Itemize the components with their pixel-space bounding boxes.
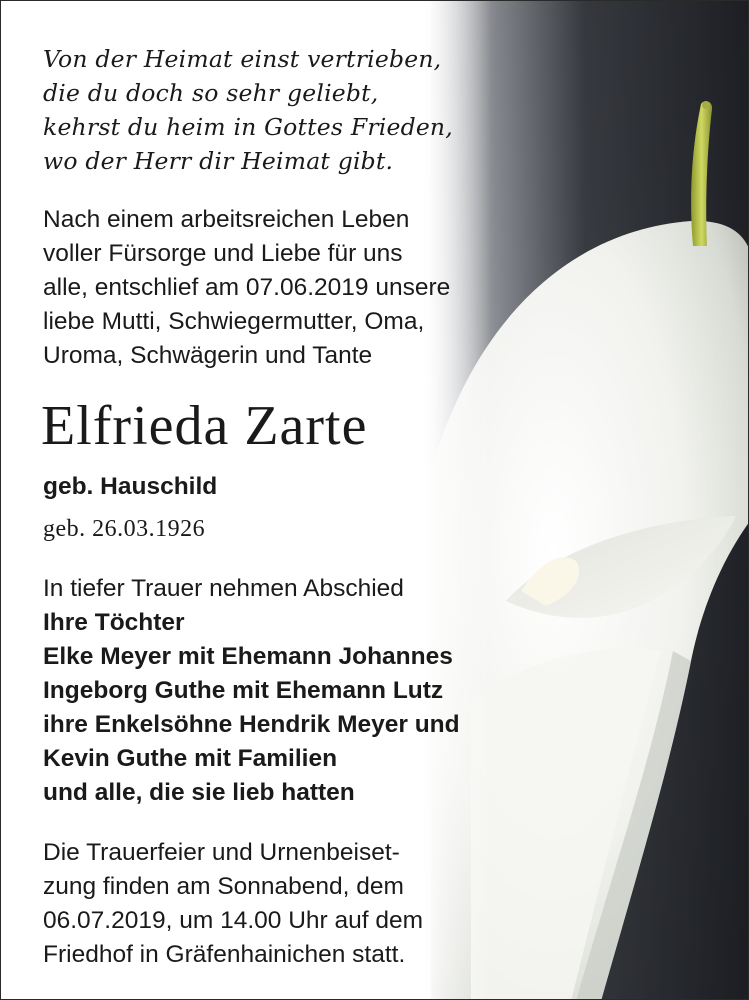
mourner-line: Ihre Töchter bbox=[43, 609, 185, 636]
ceremony-line: zung finden am Sonnabend, dem bbox=[43, 873, 404, 900]
ceremony-line: 06.07.2019, um 14.00 Uhr auf dem bbox=[43, 907, 424, 934]
poem-line: kehrst du heim in Gottes Frieden, bbox=[43, 113, 453, 141]
intro-line: liebe Mutti, Schwiegermutter, Oma, bbox=[43, 308, 425, 335]
mourners-intro: In tiefer Trauer nehmen Abschied bbox=[43, 575, 404, 602]
deceased-name: Elfrieda Zarte bbox=[41, 395, 368, 457]
mourner-line: Elke Meyer mit Ehemann Johannes bbox=[43, 643, 453, 670]
birth-date: geb. 26.03.1926 bbox=[43, 516, 206, 542]
ceremony-line: Friedhof in Gräfenhainichen statt. bbox=[43, 941, 406, 968]
poem-line: wo der Herr dir Heimat gibt. bbox=[43, 147, 394, 175]
intro-line: alle, entschlief am 07.06.2019 unsere bbox=[43, 274, 451, 301]
mourner-line: Kevin Guthe mit Familien bbox=[43, 745, 338, 772]
mourner-line: und alle, die sie lieb hatten bbox=[43, 779, 355, 806]
ceremony-line: Die Trauerfeier und Urnenbeiset- bbox=[43, 839, 400, 866]
intro-line: Uroma, Schwägerin und Tante bbox=[43, 342, 373, 369]
maiden-name: geb. Hauschild bbox=[43, 473, 218, 500]
mourner-line: ihre Enkelsöhne Hendrik Meyer und bbox=[43, 711, 460, 738]
notice-text bbox=[1, 1, 749, 1000]
mourner-line: Ingeborg Guthe mit Ehemann Lutz bbox=[43, 677, 444, 704]
intro-line: voller Fürsorge und Liebe für uns bbox=[43, 240, 403, 267]
poem-line: Von der Heimat einst vertrieben, bbox=[43, 45, 442, 73]
intro-line: Nach einem arbeitsreichen Leben bbox=[43, 206, 410, 233]
poem-line: die du doch so sehr geliebt, bbox=[43, 79, 379, 107]
